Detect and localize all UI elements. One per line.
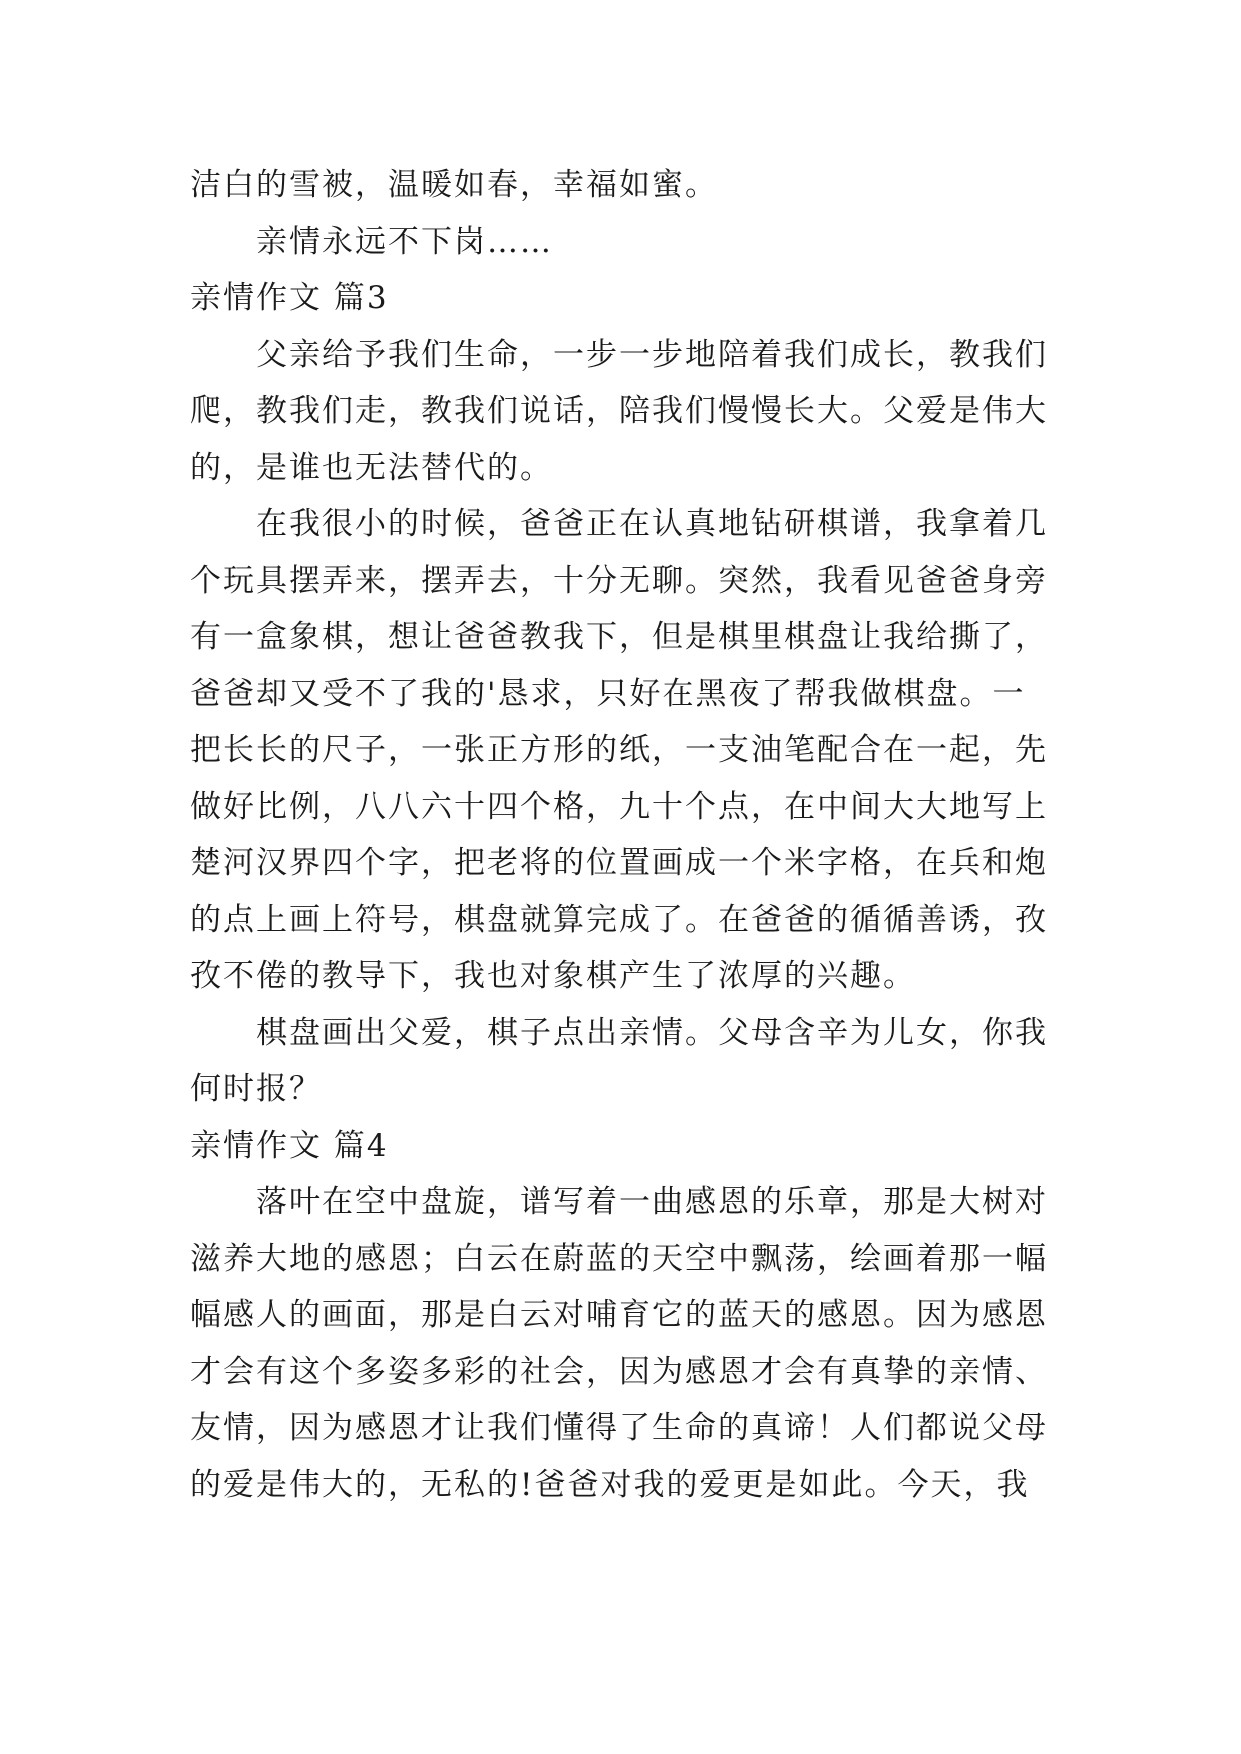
text-line: 爬，教我们走，教我们说话，陪我们慢慢长大。父爱是伟大 (190, 393, 1048, 429)
text-line: 落叶在空中盘旋，谱写着一曲感恩的乐章，那是大树对 (256, 1184, 1048, 1220)
text-line: 才会有这个多姿多彩的社会，因为感恩才会有真挚的亲情、 (190, 1353, 1048, 1390)
text-line: 有一盒象棋，想让爸爸教我下，但是棋里棋盘让我给撕了， (190, 619, 1048, 655)
text-line: 亲情永远不下岗…… (256, 223, 553, 260)
section3-paragraph-3 (190, 1005, 1052, 1118)
paragraph-closing (190, 214, 1052, 271)
text-line: 在我很小的时候，爸爸正在认真地钻研棋谱，我拿着几 (256, 506, 1048, 542)
text-line: 楚河汉界四个字，把老将的位置画成一个米字格，在兵和炮 (190, 845, 1048, 881)
text-line: 滋养大地的感恩；白云在蔚蓝的天空中飘荡，绘画着那一幅 (190, 1240, 1048, 1277)
text-line: 的，是谁也无法替代的。 (190, 449, 553, 486)
section3-paragraph-1 (190, 327, 1052, 497)
section-title-3: 亲情作文 篇3 (190, 280, 389, 316)
text-line: 做好比例，八八六十四个格，九十个点，在中间大大地写上 (190, 788, 1048, 825)
text-line: 的爱是伟大的，无私的!爸爸对我的爱更是如此。今天，我 (190, 1466, 1030, 1503)
document-body (190, 157, 1052, 1513)
text-line: 的点上画上符号，棋盘就算完成了。在爸爸的循循善诱，孜 (190, 901, 1048, 938)
text-line: 棋盘画出父爱，棋子点出亲情。父母含辛为儿女，你我 (256, 1014, 1048, 1051)
paragraph-fragment (190, 157, 1052, 214)
section3-paragraph-2 (190, 496, 1052, 1005)
section-title-4: 亲情作文 篇4 (190, 1127, 389, 1164)
text-line: 友情，因为感恩才让我们懂得了生命的真谛！人们都说父母 (190, 1410, 1048, 1446)
text-line: 何时报？ (190, 1071, 322, 1107)
text-line: 把长长的尺子，一张正方形的纸，一支油笔配合在一起，先 (190, 732, 1048, 768)
text-line: 父亲给予我们生命，一步一步地陪着我们成长，教我们 (256, 336, 1048, 373)
text-line: 个玩具摆弄来，摆弄去，十分无聊。突然，我看见爸爸身旁 (190, 562, 1048, 599)
text-line: 孜不倦的教导下，我也对象棋产生了浓厚的兴趣。 (190, 958, 916, 994)
section4-paragraph-1 (190, 1174, 1052, 1513)
text-line: 幅感人的画面，那是白云对哺育它的蓝天的感恩。因为感恩 (190, 1297, 1048, 1333)
text-line: 爸爸却又受不了我的'恳求，只好在黑夜了帮我做棋盘。一 (190, 675, 1026, 712)
text-line: 洁白的雪被，温暖如春，幸福如蜜。 (190, 167, 718, 203)
